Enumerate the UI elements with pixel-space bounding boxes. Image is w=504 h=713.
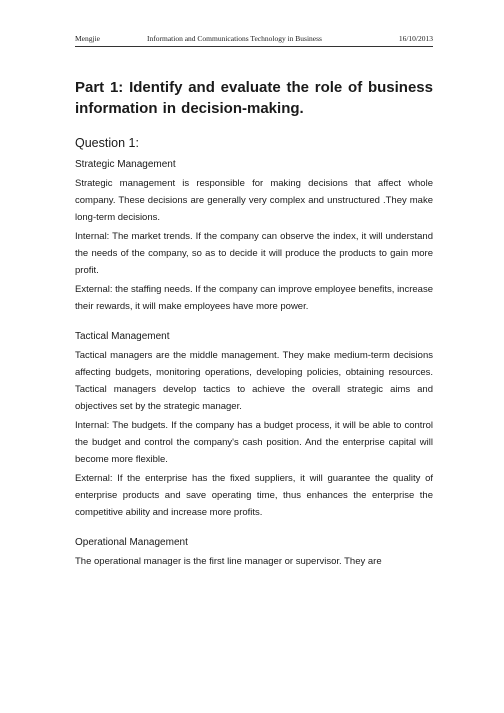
section-operational: [75, 537, 433, 570]
section-heading: Operational Management: [75, 537, 188, 548]
document-body: [75, 77, 433, 572]
header-divider: [75, 46, 433, 47]
header-author: Mengjie: [75, 34, 100, 43]
paragraph: Internal: The market trends. If the company can observe the index, it will understand the needs of the company, so as to decide it will produce the products to gain more profit.: [75, 231, 433, 276]
paragraph: External: If the enterprise has the fixed suppliers, it will guarantee the quality of enterprise products and save operating time, thus enhances the enterprise the competitive ability and increase more profits.: [75, 473, 433, 518]
part-title: Part 1: Identify and evaluate the role of business information in decision-making.: [75, 79, 433, 117]
paragraph: External: the staffing needs. If the company can improve employee benefits, increase their rewards, it will make employees have more power.: [75, 284, 433, 312]
section-spacer: [75, 317, 433, 331]
section-strategic: [75, 159, 433, 315]
paragraph: The operational manager is the first line manager or supervisor. They are: [75, 556, 382, 567]
header-title: Information and Communications Technology in Business: [147, 34, 322, 43]
section-heading: Tactical Management: [75, 331, 170, 342]
header-date: 16/10/2013: [398, 34, 433, 43]
question-heading: Question 1:: [75, 136, 139, 150]
paragraph: Tactical managers are the middle management. They make medium-term decisions affecting budgets, monitoring operations, developing policies, obtaining resources. Tactical managers develop tactics to achieve the overall strategic aims and objectives set by the strategic manager.: [75, 350, 433, 412]
section-heading: Strategic Management: [75, 159, 176, 170]
section-tactical: [75, 331, 433, 521]
paragraph: Internal: The budgets. If the company has a budget process, it will be able to control the budget and control the company's cash position. And the enterprise capital will become more flexible.: [75, 420, 433, 465]
section-spacer: [75, 523, 433, 537]
paragraph: Strategic management is responsible for making decisions that affect whole company. These decisions are generally very complex and unstructured .They make long-term decisions.: [75, 178, 433, 223]
